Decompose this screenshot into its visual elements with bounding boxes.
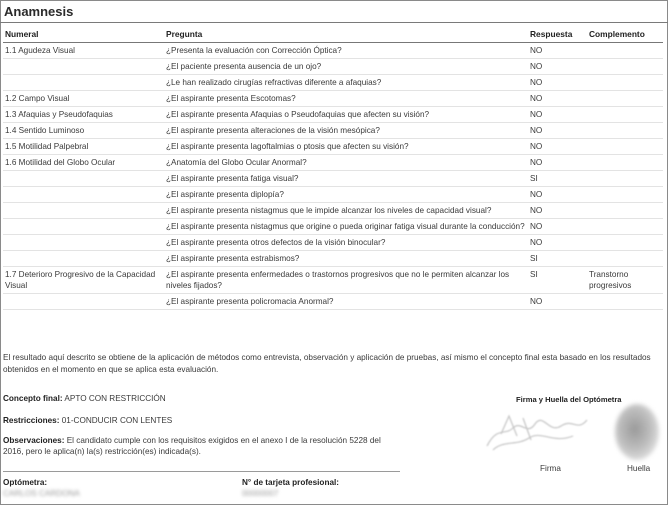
cell-pregunta: ¿El aspirante presenta Afaquias o Pseudofaquias que afecten su visión? (164, 107, 528, 123)
header-complemento: Complemento (587, 29, 663, 43)
cell-pregunta: ¿El aspirante presenta fatiga visual? (164, 171, 528, 187)
anamnesis-table (3, 29, 663, 310)
restricciones-label: Restricciones: (3, 416, 60, 425)
cell-numeral (3, 59, 164, 75)
tarjeta-label: N° de tarjeta profesional: (242, 478, 339, 487)
cell-pregunta: ¿El paciente presenta ausencia de un ojo? (164, 59, 528, 75)
cell-complemento (587, 59, 663, 75)
cell-respuesta: NO (528, 203, 587, 219)
cell-complemento (587, 294, 663, 310)
cell-numeral (3, 251, 164, 267)
table-row (3, 251, 663, 267)
optometra-label: Optómetra: (3, 478, 48, 487)
restricciones-value: 01-CONDUCIR CON LENTES (61, 416, 173, 425)
cell-numeral (3, 235, 164, 251)
cell-complemento (587, 187, 663, 203)
cell-complemento (587, 43, 663, 59)
cell-pregunta: ¿El aspirante presenta estrabismos? (164, 251, 528, 267)
cell-respuesta: NO (528, 294, 587, 310)
table-row (3, 139, 663, 155)
table-row (3, 294, 663, 310)
cell-complemento (587, 219, 663, 235)
cell-numeral: 1.3 Afaquias y Pseudofaquias (3, 107, 164, 123)
cell-pregunta: ¿El aspirante presenta Escotomas? (164, 91, 528, 107)
firma-huella-title: Firma y Huella del Optómetra (516, 395, 622, 404)
restricciones (3, 415, 172, 426)
cell-respuesta: NO (528, 123, 587, 139)
header-pregunta: Pregunta (164, 29, 528, 43)
cell-complemento (587, 123, 663, 139)
concepto-final (3, 393, 166, 404)
tarjeta-profesional (242, 477, 339, 499)
cell-pregunta: ¿El aspirante presenta policromacia Anormal? (164, 294, 528, 310)
cell-numeral (3, 203, 164, 219)
cell-complemento (587, 171, 663, 187)
cell-pregunta: ¿El aspirante presenta nistagmus que le impide alcanzar los niveles de capacidad visual? (164, 203, 528, 219)
cell-respuesta: NO (528, 219, 587, 235)
cell-numeral: 1.1 Agudeza Visual (3, 43, 164, 59)
cell-complemento (587, 235, 663, 251)
table-row (3, 267, 663, 294)
cell-pregunta: ¿Presenta la evaluación con Corrección Óptica? (164, 43, 528, 59)
cell-complemento (587, 155, 663, 171)
cell-respuesta: SI (528, 251, 587, 267)
cell-numeral (3, 187, 164, 203)
cell-respuesta: NO (528, 91, 587, 107)
cell-numeral (3, 219, 164, 235)
huella-label: Huella (627, 464, 651, 473)
fingerprint-image (615, 404, 659, 460)
cell-respuesta: NO (528, 235, 587, 251)
table-row (3, 59, 663, 75)
cell-numeral: 1.6 Motilidad del Globo Ocular (3, 155, 164, 171)
concepto-value: APTO CON RESTRICCIÓN (64, 394, 166, 403)
observaciones-label: Observaciones: (3, 436, 65, 445)
footer-divider (3, 471, 400, 472)
table-row (3, 123, 663, 139)
cell-pregunta: ¿El aspirante presenta diplopía? (164, 187, 528, 203)
table-row (3, 235, 663, 251)
concepto-label: Concepto final: (3, 394, 63, 403)
cell-pregunta: ¿El aspirante presenta nistagmus que origine o pueda originar fatiga visual durante la conducción? (164, 219, 528, 235)
cell-complemento (587, 75, 663, 91)
cell-pregunta: ¿El aspirante presenta alteraciones de la visión mesópica? (164, 123, 528, 139)
cell-respuesta: NO (528, 59, 587, 75)
cell-pregunta: ¿El aspirante presenta enfermedades o trastornos progresivos que no le permiten alcanzar los niveles fijados? (164, 267, 528, 294)
cell-complemento: Transtorno progresivos (587, 267, 663, 294)
disclaimer-note: El resultado aquí descrito se obtiene de la aplicación de métodos como entrevista, observación y aplicación de pruebas, así mismo el concepto final esta basado en los resultados obtenidos en el momento en que se aplica esta evaluación. (3, 353, 651, 374)
table-row (3, 219, 663, 235)
cell-respuesta: SI (528, 171, 587, 187)
table-row (3, 107, 663, 123)
firma-label: Firma (540, 464, 561, 473)
optometra-name: CARLOS CARDONA (3, 489, 80, 498)
cell-complemento (587, 139, 663, 155)
cell-complemento (587, 251, 663, 267)
cell-respuesta: SI (528, 267, 587, 294)
table-header-row (3, 29, 663, 43)
cell-pregunta: ¿El aspirante presenta otros defectos de la visión binocular? (164, 235, 528, 251)
cell-pregunta: ¿Anatomía del Globo Ocular Anormal? (164, 155, 528, 171)
table-row (3, 187, 663, 203)
optometra (3, 477, 80, 499)
tarjeta-value: 00000007 (242, 489, 279, 498)
cell-numeral: 1.7 Deterioro Progresivo de la Capacidad Visual (3, 267, 164, 294)
cell-numeral: 1.4 Sentido Luminoso (3, 123, 164, 139)
cell-complemento (587, 91, 663, 107)
cell-respuesta: NO (528, 75, 587, 91)
table-row (3, 75, 663, 91)
observaciones (3, 435, 393, 457)
header-respuesta: Respuesta (528, 29, 587, 43)
cell-respuesta: NO (528, 139, 587, 155)
cell-pregunta: ¿El aspirante presenta lagoftalmias o ptosis que afecten su visión? (164, 139, 528, 155)
cell-respuesta: NO (528, 107, 587, 123)
table-row (3, 171, 663, 187)
observaciones-value: El candidato cumple con los requisitos exigidos en el anexo I de la resolución 5228 del 2016, pero le aplica(n) la(s) restricción(es) indicada(s). (3, 436, 381, 456)
cell-numeral (3, 294, 164, 310)
signature-image (483, 406, 593, 454)
cell-numeral: 1.2 Campo Visual (3, 91, 164, 107)
cell-numeral (3, 171, 164, 187)
cell-respuesta: NO (528, 43, 587, 59)
cell-respuesta: NO (528, 187, 587, 203)
header-numeral: Numeral (3, 29, 164, 43)
table-row (3, 203, 663, 219)
table-row (3, 155, 663, 171)
cell-complemento (587, 203, 663, 219)
cell-pregunta: ¿Le han realizado cirugías refractivas diferente a afaquias? (164, 75, 528, 91)
section-title: Anamnesis (4, 4, 74, 19)
table-row (3, 91, 663, 107)
cell-complemento (587, 107, 663, 123)
cell-numeral (3, 75, 164, 91)
table-row (3, 43, 663, 59)
title-divider (0, 22, 668, 23)
cell-respuesta: NO (528, 155, 587, 171)
cell-numeral: 1.5 Motilidad Palpebral (3, 139, 164, 155)
